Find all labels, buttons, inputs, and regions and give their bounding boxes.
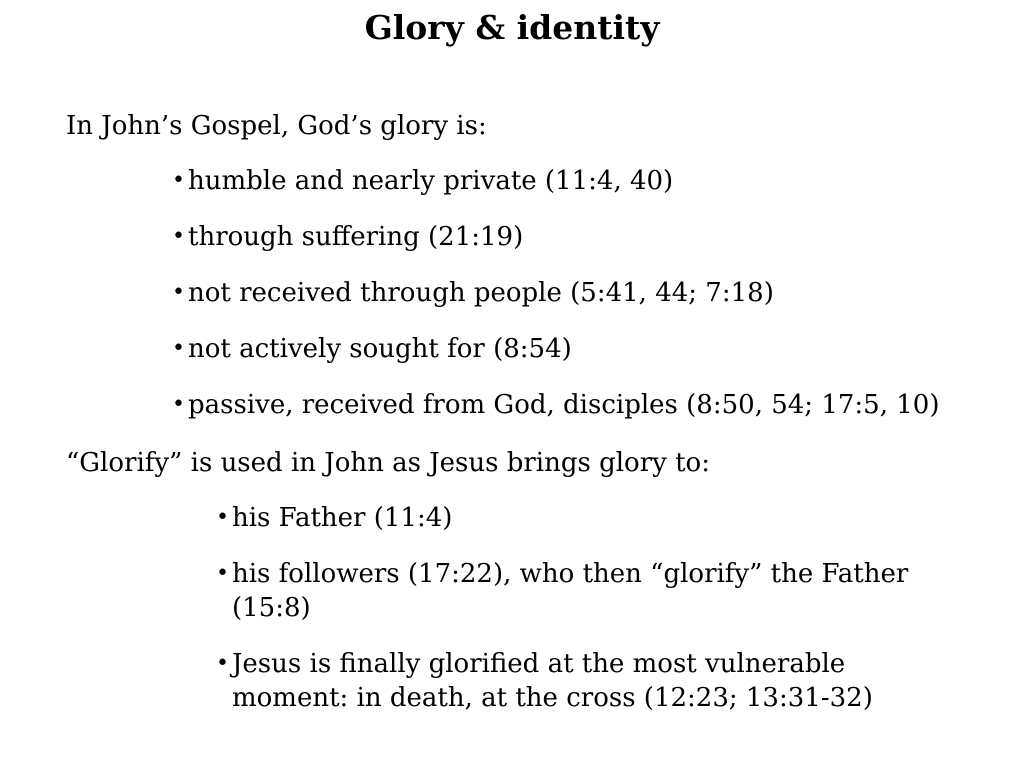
glorify-recipients-list	[216, 501, 962, 737]
list-item-text: not actively sought for (8:54)	[188, 334, 572, 364]
list-item	[172, 388, 1008, 422]
list-item	[216, 557, 962, 625]
list-item	[172, 164, 1008, 198]
bullet-icon: •	[172, 168, 185, 193]
list-item-text: passive, received from God, disciples (8:50, 54; 17:5, 10)	[188, 390, 940, 420]
bullet-icon: •	[216, 561, 229, 586]
glory-characteristics-list	[172, 164, 1008, 444]
list-item	[216, 501, 962, 535]
list-item-text: humble and nearly private (11:4, 40)	[188, 166, 674, 196]
slide-title: Glory & identity	[364, 8, 660, 47]
bullet-icon: •	[216, 505, 229, 530]
list-item-text: his Father (11:4)	[232, 503, 453, 533]
list-item-text: through suffering (21:19)	[188, 222, 524, 252]
list-item-text: Jesus is finally glorified at the most vulnerable moment: in death, at the cross (12:23; 13:31-32)	[232, 649, 873, 713]
section-1-intro: In John’s Gospel, God’s glory is:	[66, 111, 487, 141]
list-item-text: his followers (17:22), who then “glorify” the Father (15:8)	[232, 559, 909, 623]
bullet-icon: •	[172, 280, 185, 305]
bullet-icon: •	[216, 651, 229, 676]
list-item	[172, 220, 1008, 254]
bullet-icon: •	[172, 392, 185, 417]
list-item	[172, 332, 1008, 366]
list-item-text: not received through people (5:41, 44; 7:18)	[188, 278, 774, 308]
bullet-icon: •	[172, 336, 185, 361]
list-item	[172, 276, 1008, 310]
list-item	[216, 647, 962, 715]
section-2-intro: “Glorify” is used in John as Jesus brings glory to:	[66, 448, 710, 478]
bullet-icon: •	[172, 224, 185, 249]
